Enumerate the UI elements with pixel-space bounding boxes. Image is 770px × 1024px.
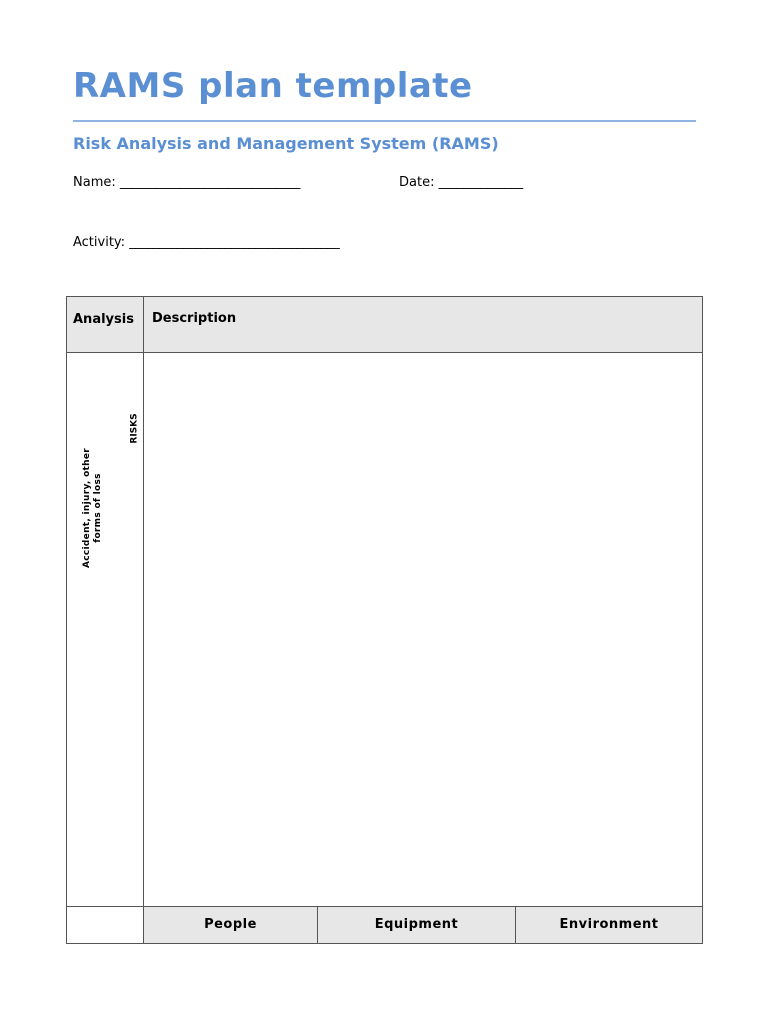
activity-blank[interactable]: ___________________________________ xyxy=(129,235,340,250)
risks-side-cell xyxy=(67,353,144,907)
page-subtitle: Risk Analysis and Management System (RAMS) xyxy=(73,134,499,153)
footer-environment: Environment xyxy=(516,907,702,943)
name-field[interactable] xyxy=(73,175,300,190)
description-header: Description xyxy=(144,297,702,353)
name-blank[interactable]: ______________________________ xyxy=(119,175,300,190)
date-blank[interactable]: ______________ xyxy=(438,175,523,190)
footer-blank-cell xyxy=(67,907,144,943)
rams-table xyxy=(66,296,703,944)
description-body[interactable] xyxy=(144,353,702,907)
activity-field[interactable] xyxy=(73,235,339,250)
risks-description: Accident, injury, other forms of loss xyxy=(82,447,103,568)
risks-label: RISKS xyxy=(129,413,140,444)
activity-label: Activity: xyxy=(73,235,126,250)
footer-people: People xyxy=(144,907,318,943)
title-divider xyxy=(73,120,696,122)
name-label: Name: xyxy=(73,175,116,190)
date-label: Date: xyxy=(399,175,435,190)
footer-equipment: Equipment xyxy=(318,907,516,943)
date-field[interactable] xyxy=(399,175,523,190)
page-title: RAMS plan template xyxy=(73,66,473,106)
analysis-header: Analysis xyxy=(67,297,144,353)
